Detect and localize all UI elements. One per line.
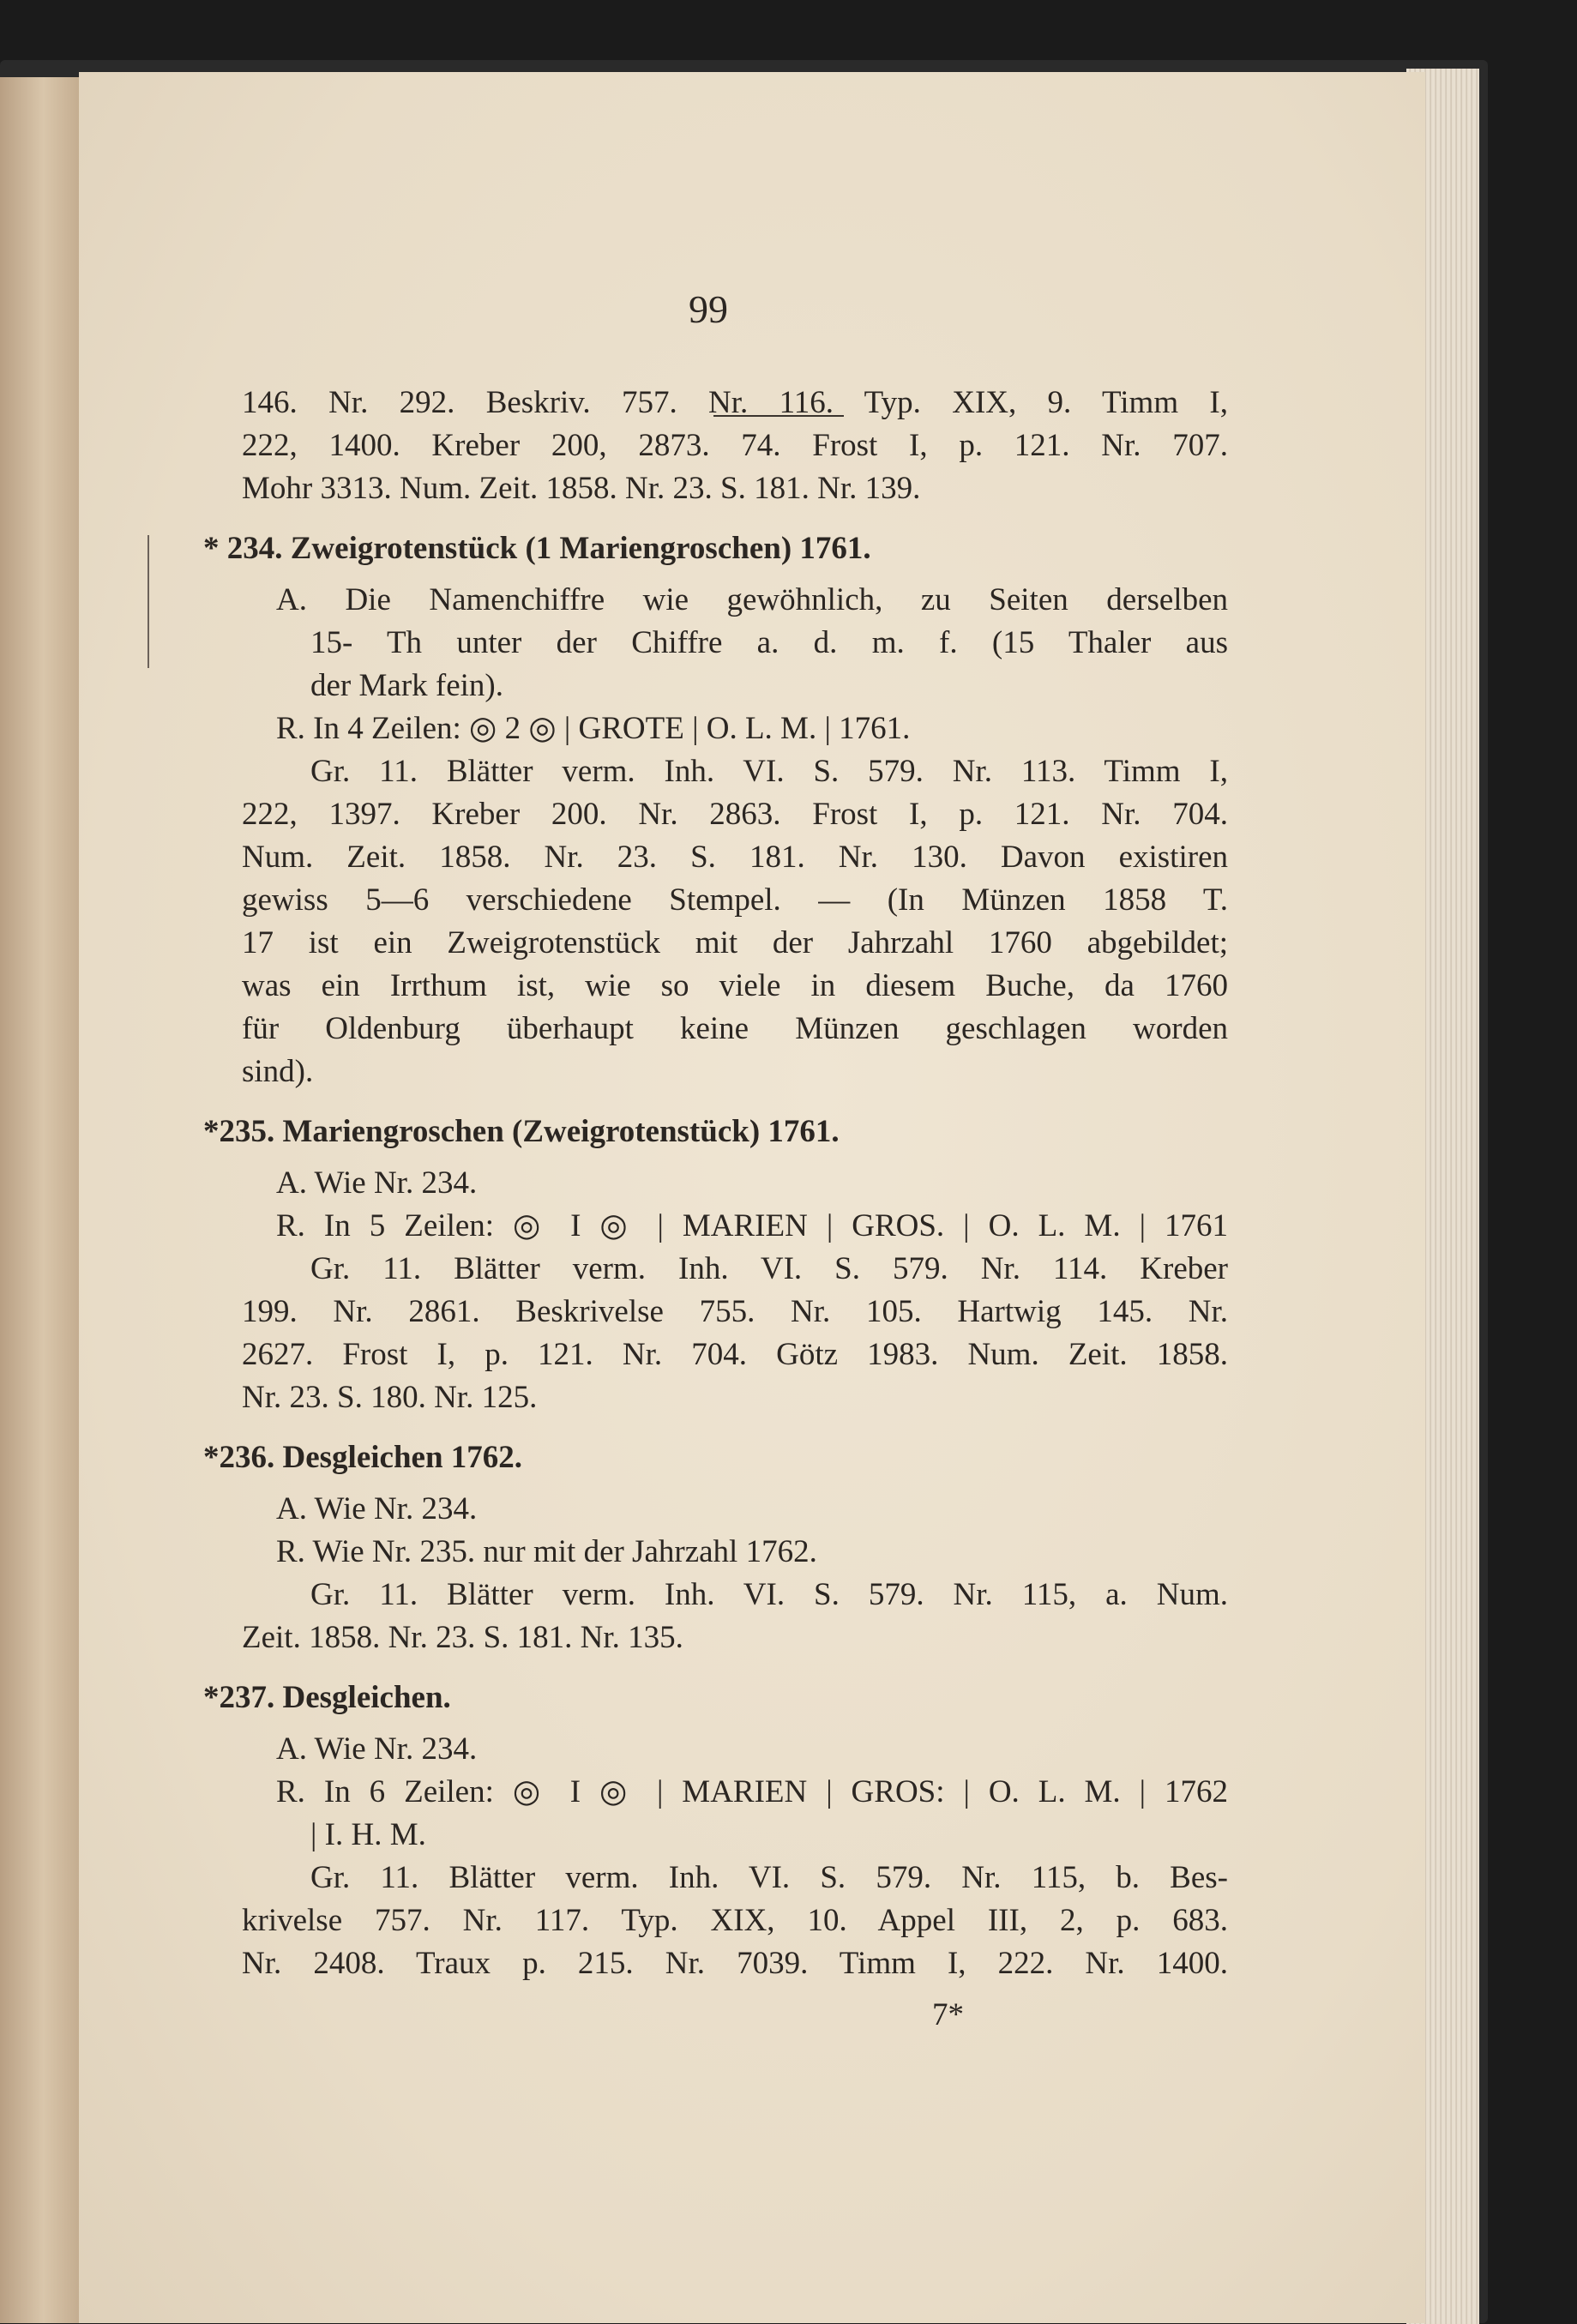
text-line: | I. H. M. — [310, 1817, 426, 1852]
text-line: R. In 4 Zeilen: ◎ 2 ◎ | GROTE | O. L. M. | 1761. — [276, 711, 911, 746]
text-line: 15- Th unter der Chiffre a. d. m. f. (15 Thaler aus — [310, 625, 1228, 660]
left-page-edge — [0, 77, 81, 2323]
book-page — [79, 72, 1425, 2323]
text-line: A. Die Namenchiffre wie gewöhnlich, zu Seiten derselben — [276, 582, 1228, 617]
text-line: gewiss 5—6 verschiedene Stempel. — (In Münzen 1858 T. — [242, 882, 1228, 918]
text-line: R. In 5 Zeilen: ◎ I ◎ | MARIEN | GROS. | O. L. M. | 1761 — [276, 1208, 1228, 1243]
entry-heading-235: *235. Mariengroschen (Zweigrotenstück) 1761. — [203, 1114, 840, 1149]
text-line: 222, 1397. Kreber 200. Nr. 2863. Frost I, p. 121. Nr. 704. — [242, 797, 1228, 832]
page-text — [79, 72, 1425, 2323]
text-line: Gr. 11. Blätter verm. Inh. VI. S. 579. Nr. 114. Kreber — [310, 1251, 1228, 1286]
text-line: 222, 1400. Kreber 200, 2873. 74. Frost I, p. 121. Nr. 707. — [242, 428, 1228, 463]
text-line: Gr. 11. Blätter verm. Inh. VI. S. 579. Nr. 115, b. Bes- — [310, 1860, 1228, 1895]
text-line: A. Wie Nr. 234. — [276, 1165, 478, 1201]
entry-heading-237: *237. Desgleichen. — [203, 1680, 451, 1715]
entry-heading-236: *236. Desgleichen 1762. — [203, 1440, 523, 1475]
text-line: 2627. Frost I, p. 121. Nr. 704. Götz 1983. Num. Zeit. 1858. — [242, 1337, 1228, 1372]
text-line: A. Wie Nr. 234. — [276, 1491, 478, 1526]
text-line: 17 ist ein Zweigrotenstück mit der Jahrzahl 1760 abgebildet; — [242, 925, 1228, 960]
text-line: was ein Irrthum ist, wie so viele in diesem Buche, da 1760 — [242, 968, 1228, 1003]
text-line: 199. Nr. 2861. Beskrivelse 755. Nr. 105. Hartwig 145. Nr. — [242, 1294, 1228, 1329]
text-line: Zeit. 1858. Nr. 23. S. 181. Nr. 135. — [242, 1620, 683, 1655]
text-line: 146. Nr. 292. Beskriv. 757. Nr. 116. Typ. XIX, 9. Timm I, — [242, 385, 1228, 420]
text-line: der Mark fein). — [310, 668, 503, 703]
text-line: Nr. 23. S. 180. Nr. 125. — [242, 1380, 538, 1415]
entry-heading-234: * 234. Zweigrotenstück (1 Mariengroschen) 1761. — [203, 531, 871, 566]
text-line: Gr. 11. Blätter verm. Inh. VI. S. 579. Nr. 113. Timm I, — [310, 754, 1228, 789]
signature-mark: 7* — [932, 1997, 964, 2032]
text-line: R. In 6 Zeilen: ◎ I ◎ | MARIEN | GROS: | O. L. M. | 1762 — [276, 1774, 1228, 1809]
text-line: A. Wie Nr. 234. — [276, 1731, 478, 1767]
text-line: krivelse 757. Nr. 117. Typ. XIX, 10. Appel III, 2, p. 683. — [242, 1903, 1228, 1938]
page-number: 99 — [689, 287, 728, 331]
text-line: R. Wie Nr. 235. nur mit der Jahrzahl 1762. — [276, 1534, 817, 1569]
text-line: Nr. 2408. Traux p. 215. Nr. 7039. Timm I, 222. Nr. 1400. — [242, 1946, 1228, 1981]
text-line: Num. Zeit. 1858. Nr. 23. S. 181. Nr. 130. Davon existiren — [242, 840, 1228, 875]
text-line: sind). — [242, 1054, 314, 1089]
text-line: Gr. 11. Blätter verm. Inh. VI. S. 579. Nr. 115, a. Num. — [310, 1577, 1228, 1612]
text-line: Mohr 3313. Num. Zeit. 1858. Nr. 23. S. 181. Nr. 139. — [242, 471, 921, 506]
text-line: für Oldenburg überhaupt keine Münzen geschlagen worden — [242, 1011, 1228, 1046]
